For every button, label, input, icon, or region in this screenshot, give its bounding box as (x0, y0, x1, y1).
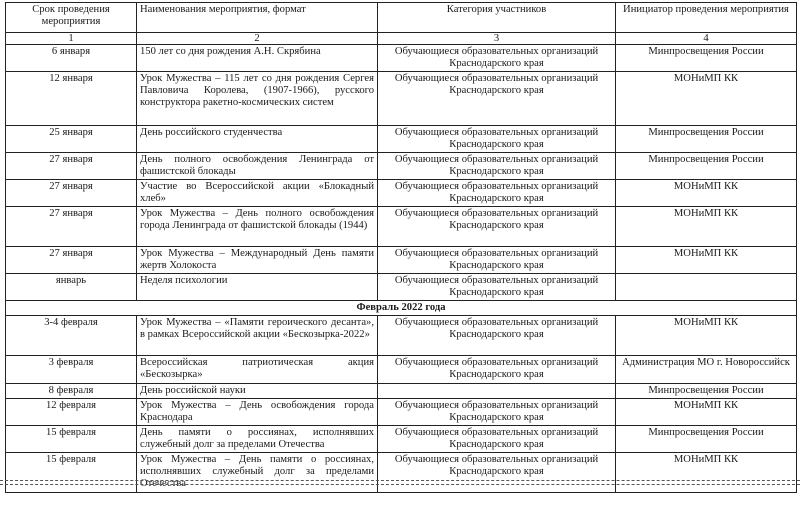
event-participants (378, 384, 616, 399)
event-name: Участие во Всероссийской акции «Блокадный хлеб» (137, 180, 378, 207)
event-date: 8 февраля (6, 384, 137, 399)
table-row (6, 384, 797, 399)
event-date: 27 января (6, 247, 137, 274)
event-participants: Обучающиеся образовательных организаций Краснодарского края (378, 247, 616, 274)
event-date: январь (6, 274, 137, 301)
event-initiator: МОНиМП КК (616, 453, 797, 493)
header-initiator: Инициатор проведения мероприятия (616, 3, 797, 33)
table-row (6, 247, 797, 274)
event-date: 12 января (6, 72, 137, 126)
event-date: 15 февраля (6, 426, 137, 453)
event-name: Урок Мужества – 115 лет со дня рождения Сергея Павловича Королева, (1907-1966), русского конструктора ракетно-космических систем (137, 72, 378, 126)
event-participants: Обучающиеся образовательных организаций Краснодарского края (378, 316, 616, 356)
event-name: День полного освобождения Ленинграда от фашистской блокады (137, 153, 378, 180)
column-number-row (6, 33, 797, 45)
event-initiator: МОНиМП КК (616, 180, 797, 207)
event-date: 3 февраля (6, 356, 137, 384)
event-name: День российского студенчества (137, 126, 378, 153)
event-initiator: МОНиМП КК (616, 316, 797, 356)
event-initiator: Минпросвещения России (616, 384, 797, 399)
column-number: 4 (616, 33, 797, 45)
event-participants: Обучающиеся образовательных организаций Краснодарского края (378, 126, 616, 153)
event-participants: Обучающиеся образовательных организаций Краснодарского края (378, 72, 616, 126)
table-row (6, 356, 797, 384)
events-table (5, 2, 797, 493)
header-name: Наименования мероприятия, формат (137, 3, 378, 33)
event-name: День российской науки (137, 384, 378, 399)
column-number: 3 (378, 33, 616, 45)
event-date: 12 февраля (6, 399, 137, 426)
event-date: 25 января (6, 126, 137, 153)
month-heading: Февраль 2022 года (6, 301, 797, 316)
page-cut-line (0, 484, 800, 485)
event-participants: Обучающиеся образовательных организаций Краснодарского края (378, 180, 616, 207)
header-participants: Категория участников (378, 3, 616, 33)
event-name: 150 лет со дня рождения А.Н. Скрябина (137, 45, 378, 72)
event-initiator: Администрация МО г. Новороссийск (616, 356, 797, 384)
event-date: 6 января (6, 45, 137, 72)
event-date: 27 января (6, 180, 137, 207)
event-participants: Обучающиеся образовательных организаций Краснодарского края (378, 274, 616, 301)
event-participants: Обучающиеся образовательных организаций Краснодарского края (378, 356, 616, 384)
table-row (6, 399, 797, 426)
table-row (6, 72, 797, 126)
event-initiator: Минпросвещения России (616, 426, 797, 453)
month-heading-row (6, 301, 797, 316)
table-row (6, 453, 797, 493)
event-name: Неделя психологии (137, 274, 378, 301)
event-name: Урок Мужества – Международный День памяти жертв Холокоста (137, 247, 378, 274)
header-date: Срок проведения мероприятия (6, 3, 137, 33)
event-name: Урок Мужества – День освобождения города Краснодара (137, 399, 378, 426)
event-name: Урок Мужества – «Памяти героического десанта», в рамках Всероссийской акции «Бескозырка-2022» (137, 316, 378, 356)
event-initiator: МОНиМП КК (616, 207, 797, 247)
table-row (6, 274, 797, 301)
event-name: День памяти о россиянах, исполнявших служебный долг за пределами Отечества (137, 426, 378, 453)
event-participants: Обучающиеся образовательных организаций Краснодарского края (378, 207, 616, 247)
table-row (6, 426, 797, 453)
event-participants: Обучающиеся образовательных организаций Краснодарского края (378, 453, 616, 493)
event-initiator: Минпросвещения России (616, 126, 797, 153)
column-number: 2 (137, 33, 378, 45)
events-table-sheet (5, 2, 796, 493)
table-row (6, 207, 797, 247)
event-date: 3-4 февраля (6, 316, 137, 356)
event-initiator: МОНиМП КК (616, 247, 797, 274)
event-date: 27 января (6, 207, 137, 247)
table-header-row (6, 3, 797, 33)
table-row (6, 153, 797, 180)
event-name: Всероссийская патриотическая акция «Бескозырка» (137, 356, 378, 384)
event-initiator (616, 274, 797, 301)
event-participants: Обучающиеся образовательных организаций Краснодарского края (378, 399, 616, 426)
column-number: 1 (6, 33, 137, 45)
table-row (6, 126, 797, 153)
event-name: Урок Мужества – День памяти о россиянах, исполнявших служебный долг за пределами Отечества (137, 453, 378, 493)
event-initiator: МОНиМП КК (616, 72, 797, 126)
event-initiator: МОНиМП КК (616, 399, 797, 426)
page-cut-line (0, 480, 800, 481)
event-initiator: Минпросвещения России (616, 45, 797, 72)
table-row (6, 316, 797, 356)
event-initiator: Минпросвещения России (616, 153, 797, 180)
table-row (6, 45, 797, 72)
table-row (6, 180, 797, 207)
event-participants: Обучающиеся образовательных организаций Краснодарского края (378, 45, 616, 72)
event-participants: Обучающиеся образовательных организаций Краснодарского края (378, 153, 616, 180)
event-participants: Обучающиеся образовательных организаций Краснодарского края (378, 426, 616, 453)
event-date: 15 февраля (6, 453, 137, 493)
event-name: Урок Мужества – День полного освобождения города Ленинграда от фашистской блокады (1944) (137, 207, 378, 247)
event-date: 27 января (6, 153, 137, 180)
